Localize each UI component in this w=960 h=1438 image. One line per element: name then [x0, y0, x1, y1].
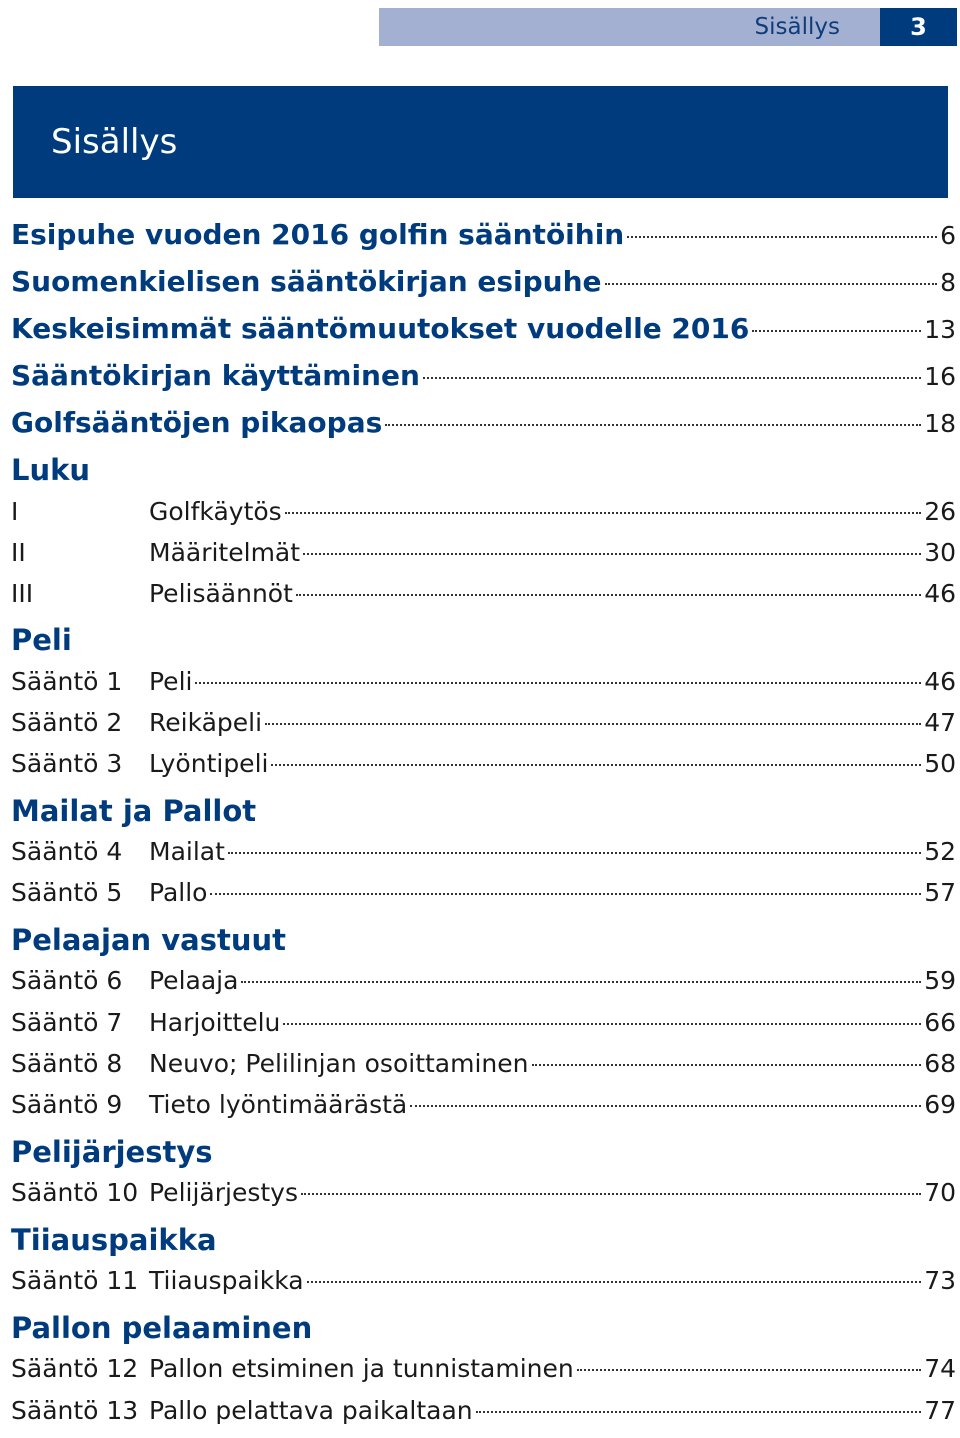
rule-number: Sääntö 5 — [11, 878, 123, 907]
dot-leader — [303, 553, 921, 555]
toc-entry-page: 8 — [940, 268, 956, 297]
dot-leader — [532, 1064, 922, 1066]
toc-rule-link[interactable] — [11, 1008, 956, 1037]
toc-section-heading: Luku — [11, 453, 91, 487]
rule-page: 68 — [924, 1049, 956, 1078]
dot-leader — [241, 981, 921, 983]
rule-page: 74 — [924, 1354, 956, 1383]
toc-entry-link[interactable] — [11, 406, 956, 439]
rule-title: Pallo — [149, 878, 208, 907]
toc-rule-link[interactable] — [11, 878, 956, 907]
rule-title: Pelaaja — [149, 966, 239, 995]
toc-rule-link[interactable] — [11, 837, 956, 866]
rule-number: Sääntö 8 — [11, 1049, 123, 1078]
dot-leader — [385, 424, 921, 426]
dot-leader — [285, 512, 921, 514]
header-page-number: 3 — [880, 8, 957, 46]
dot-leader — [271, 764, 921, 766]
running-header — [379, 8, 957, 46]
rule-title: Peli — [149, 667, 193, 696]
toc-rule-link[interactable] — [11, 708, 956, 737]
toc-entry-title: Esipuhe vuoden 2016 golfin sääntöihin — [11, 218, 625, 251]
rule-title: Määritelmät — [149, 538, 301, 567]
rule-number: III — [11, 579, 34, 608]
rule-page: 57 — [924, 878, 956, 907]
rule-title: Tiiauspaikka — [149, 1266, 304, 1295]
toc-rule-link[interactable] — [11, 579, 956, 608]
toc-rule-link[interactable] — [11, 1266, 956, 1295]
dot-leader — [752, 330, 921, 332]
rule-title: Mailat — [149, 837, 225, 866]
toc-entry-link[interactable] — [11, 312, 956, 345]
dot-leader — [265, 723, 921, 725]
dot-leader — [627, 236, 937, 238]
dot-leader — [296, 594, 921, 596]
dot-leader — [301, 1193, 921, 1195]
toc-entry-page: 13 — [924, 315, 956, 344]
toc-entry-title: Golfsääntöjen pikaopas — [11, 406, 383, 439]
rule-title: Lyöntipeli — [149, 749, 269, 778]
rule-number: Sääntö 11 — [11, 1266, 139, 1295]
rule-page: 52 — [924, 837, 956, 866]
rule-title: Harjoittelu — [149, 1008, 281, 1037]
rule-number: Sääntö 6 — [11, 966, 123, 995]
rule-page: 50 — [924, 749, 956, 778]
dot-leader — [228, 852, 921, 854]
rule-title: Pelijärjestys — [149, 1178, 298, 1207]
toc-entry-page: 18 — [924, 409, 956, 438]
rule-page: 47 — [924, 708, 956, 737]
toc-entry-link[interactable] — [11, 359, 956, 392]
rule-number: II — [11, 538, 26, 567]
dot-leader — [577, 1369, 921, 1371]
rule-page: 77 — [924, 1396, 956, 1425]
rule-title: Pelisäännöt — [149, 579, 293, 608]
rule-page: 66 — [924, 1008, 956, 1037]
rule-title: Neuvo; Pelilinjan osoittaminen — [149, 1049, 529, 1078]
toc-rule-link[interactable] — [11, 749, 956, 778]
toc-rule-link[interactable] — [11, 667, 956, 696]
toc-entry-title: Suomenkielisen sääntökirjan esipuhe — [11, 265, 602, 298]
rule-number: Sääntö 10 — [11, 1178, 139, 1207]
dot-leader — [210, 893, 921, 895]
rule-page: 73 — [924, 1266, 956, 1295]
dot-leader — [410, 1105, 921, 1107]
toc-section-heading: Tiiauspaikka — [11, 1223, 217, 1257]
rule-page: 46 — [924, 579, 956, 608]
toc-rule-link[interactable] — [11, 538, 956, 567]
dot-leader — [307, 1281, 922, 1283]
toc-rule-link[interactable] — [11, 1396, 956, 1425]
dot-leader — [476, 1411, 922, 1413]
toc-entry-page: 6 — [940, 221, 956, 250]
rule-page: 26 — [924, 497, 956, 526]
toc-rule-link[interactable] — [11, 1354, 956, 1383]
rule-number: Sääntö 12 — [11, 1354, 139, 1383]
toc-section-heading: Mailat ja Pallot — [11, 794, 257, 828]
toc-rule-link[interactable] — [11, 1090, 956, 1119]
dot-leader — [195, 682, 921, 684]
toc-rule-link[interactable] — [11, 1049, 956, 1078]
rule-page: 69 — [924, 1090, 956, 1119]
rule-number: I — [11, 497, 19, 526]
rule-title: Pallo pelattava paikaltaan — [149, 1396, 473, 1425]
toc-rule-link[interactable] — [11, 497, 956, 526]
rule-number: Sääntö 13 — [11, 1396, 139, 1425]
rule-title: Reikäpeli — [149, 708, 263, 737]
toc-rule-link[interactable] — [11, 966, 956, 995]
rule-page: 30 — [924, 538, 956, 567]
rule-number: Sääntö 4 — [11, 837, 123, 866]
rule-page: 46 — [924, 667, 956, 696]
rule-title: Golfkäytös — [149, 497, 282, 526]
rule-page: 70 — [924, 1178, 956, 1207]
toc-rule-link[interactable] — [11, 1178, 956, 1207]
rule-number: Sääntö 2 — [11, 708, 123, 737]
toc-section-heading: Pelijärjestys — [11, 1135, 213, 1169]
page-title: Sisällys — [51, 122, 178, 162]
rule-number: Sääntö 3 — [11, 749, 123, 778]
rule-title: Tieto lyöntimäärästä — [149, 1090, 408, 1119]
rule-number: Sääntö 9 — [11, 1090, 123, 1119]
toc-entry-title: Keskeisimmät sääntömuutokset vuodelle 2016 — [11, 312, 750, 345]
toc-section-heading: Pallon pelaaminen — [11, 1311, 313, 1345]
dot-leader — [605, 283, 938, 285]
toc-entry-link[interactable] — [11, 218, 956, 251]
title-band — [13, 86, 948, 198]
toc-entry-page: 16 — [924, 362, 956, 391]
dot-leader — [423, 377, 921, 379]
toc-section-heading: Peli — [11, 623, 72, 657]
header-section-title: Sisällys — [754, 14, 840, 40]
dot-leader — [283, 1023, 921, 1025]
toc-section-heading: Pelaajan vastuut — [11, 923, 287, 957]
rule-title: Pallon etsiminen ja tunnistaminen — [149, 1354, 574, 1383]
toc-entry-title: Sääntökirjan käyttäminen — [11, 359, 420, 392]
toc-entry-link[interactable] — [11, 265, 956, 298]
rule-number: Sääntö 7 — [11, 1008, 123, 1037]
rule-page: 59 — [924, 966, 956, 995]
rule-number: Sääntö 1 — [11, 667, 123, 696]
